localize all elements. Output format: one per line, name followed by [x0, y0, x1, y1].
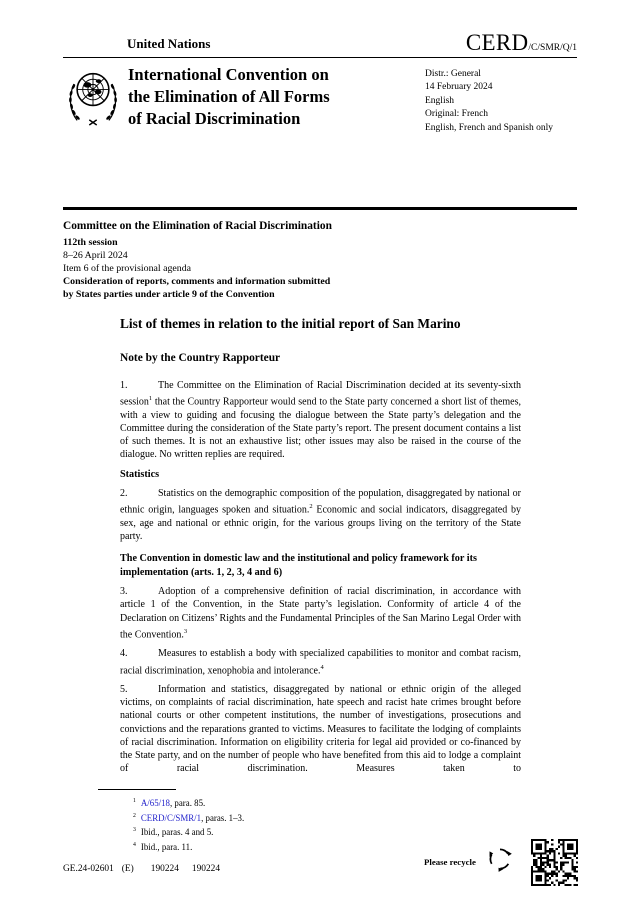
paragraph-2	[120, 487, 521, 543]
footnote-number: 3	[133, 827, 136, 834]
footnote-number: 1	[133, 798, 136, 804]
paragraph-5	[120, 683, 521, 775]
original-line: Original: French	[425, 109, 489, 120]
footnote-link[interactable]: A/65/18	[140, 797, 170, 808]
body-column	[120, 316, 521, 781]
languages-note: English, French and Spanish only	[425, 122, 553, 133]
convention-title-line1: International Convention on	[128, 65, 329, 84]
paragraph-text: Statistics on the demographic composition of the population, disaggregated by national or ethnic origin, languages spoken and situation.	[120, 488, 521, 516]
section-heading-statistics: Statistics	[120, 468, 160, 480]
footnote-text: Ibid., para. 11.	[140, 841, 193, 852]
footnote-link[interactable]: CERD/C/SMR/1	[140, 812, 202, 823]
paragraph-number: 3.	[120, 586, 128, 598]
paragraph-text: Information and statistics, disaggregated by national or ethnic origin of the alleged victims, on complaints of racial discrimination, hate speech and racist hate crimes brought before national courts or other competent institutions, the number of investigations, prosecutions and convictions and the reparations granted to victims. Measures to facilitate the lodging of complaints of racial discrimination. Information on eligibility criteria for legal aid provided or co-financed by the State party, and on the number of people who have benefited from this aid to lodge a complaint of racial discrimination. Measures taken to	[120, 684, 521, 775]
note-subtitle: Note by the Country Rapporteur	[120, 352, 281, 364]
session-number: 112th session	[63, 237, 118, 248]
date-line: 14 February 2024	[425, 82, 493, 93]
paragraph-text: The Committee on the Elimination of Racial Discrimination decided at its seventy-sixth session	[120, 380, 521, 408]
footnote-separator	[98, 789, 176, 790]
session-block	[63, 220, 332, 301]
page-title: List of themes in relation to the initial report of San Marino	[120, 316, 461, 331]
paragraph-number: 2.	[120, 488, 128, 500]
agenda-item: Item 6 of the provisional agenda	[63, 263, 192, 274]
ge-stamp-line	[63, 864, 220, 874]
date-stamp-1: 190224	[150, 864, 179, 874]
paragraph-3	[120, 585, 521, 641]
footnote-text: , para. 85.	[169, 797, 206, 808]
paragraph-number: 4.	[120, 648, 128, 660]
footnote-number: 4	[133, 841, 136, 848]
paragraph-text: that the Country Rapporteur would send to the State party concerned a short list of themes, with a view to guiding and focusing the dialogue between the State party’s delegation and the Committee during the consideration of the State party’s report. The present document contains a list of such themes. It is not an exhaustive list; other issues may also be raised in the course of the dialogue. No written replies are required.	[120, 396, 521, 461]
distr-line: Distr.: General	[425, 69, 481, 79]
committee-name: Committee on the Elimination of Racial Discrimination	[63, 220, 332, 232]
section-heading-convention: The Convention in domestic law and the institutional and policy framework for its implementation (arts. 1, 2, 3, 4 and 6)	[120, 553, 477, 578]
agenda-title-line1: Consideration of reports, comments and information submitted	[63, 276, 331, 287]
ge-code: GE.24-02601	[63, 864, 114, 874]
footnotes-block	[63, 789, 244, 853]
footnote-text: , paras. 1–3.	[201, 812, 245, 823]
org-label: United Nations	[127, 36, 211, 51]
footnote-1	[133, 795, 244, 810]
agenda-title-line2: by States parties under article 9 of the Convention	[63, 289, 275, 300]
paragraph-text: Adoption of a comprehensive definition of racial discrimination, in accordance with article 1 of the Convention, in the State party’s legislation. Conformity of article 4 of the Declaration on Citizens’ Rights and the Fundamental Principles of the San Marino Legal Order with the Convention.	[120, 586, 521, 641]
convention-title-line2: the Elimination of All Forms	[128, 87, 330, 106]
footnote-ref-3: 3	[183, 627, 188, 635]
language-line: English	[425, 95, 455, 106]
convention-title	[128, 64, 330, 130]
date-stamp-2: 190224	[191, 864, 221, 874]
footnote-2	[133, 810, 244, 825]
session-dates: 8–26 April 2024	[63, 250, 128, 261]
header-top	[63, 28, 577, 58]
paragraph-number: 5.	[120, 684, 128, 696]
heavy-rule	[63, 207, 577, 210]
footnote-number: 2	[133, 812, 136, 819]
doc-symbol-main: CERD	[465, 30, 529, 55]
edition-code: (E)	[121, 864, 134, 874]
doc-symbol	[466, 30, 577, 56]
paragraph-4	[120, 647, 521, 677]
distribution-info	[425, 68, 553, 135]
footnote-text: Ibid., paras. 4 and 5.	[140, 827, 214, 838]
qr-code	[531, 839, 578, 886]
footnote-4	[133, 839, 244, 854]
convention-title-line3: of Racial Discrimination	[128, 109, 301, 128]
doc-symbol-suffix: /C/SMR/Q/1	[528, 43, 577, 53]
footnote-3	[133, 824, 244, 839]
paragraph-1	[120, 379, 521, 462]
footnote-ref-1: 1	[148, 395, 153, 403]
paragraph-text: Economic and social indicators, disaggregated by sex, age and national or ethnic origin, for the various groups living on the territory of the State party.	[120, 504, 521, 542]
un-emblem-icon	[65, 65, 121, 134]
footnote-ref-4: 4	[320, 663, 324, 671]
recycle-label: Please recycle	[424, 857, 476, 867]
recycle-icon	[486, 845, 514, 878]
paragraph-number: 1.	[120, 380, 128, 391]
paragraph-text: Measures to establish a body with specialized capabilities to monitor and combat racism, racial discrimination, xenophobia and intolerance.	[120, 648, 521, 676]
footnote-ref-2: 2	[309, 503, 313, 511]
